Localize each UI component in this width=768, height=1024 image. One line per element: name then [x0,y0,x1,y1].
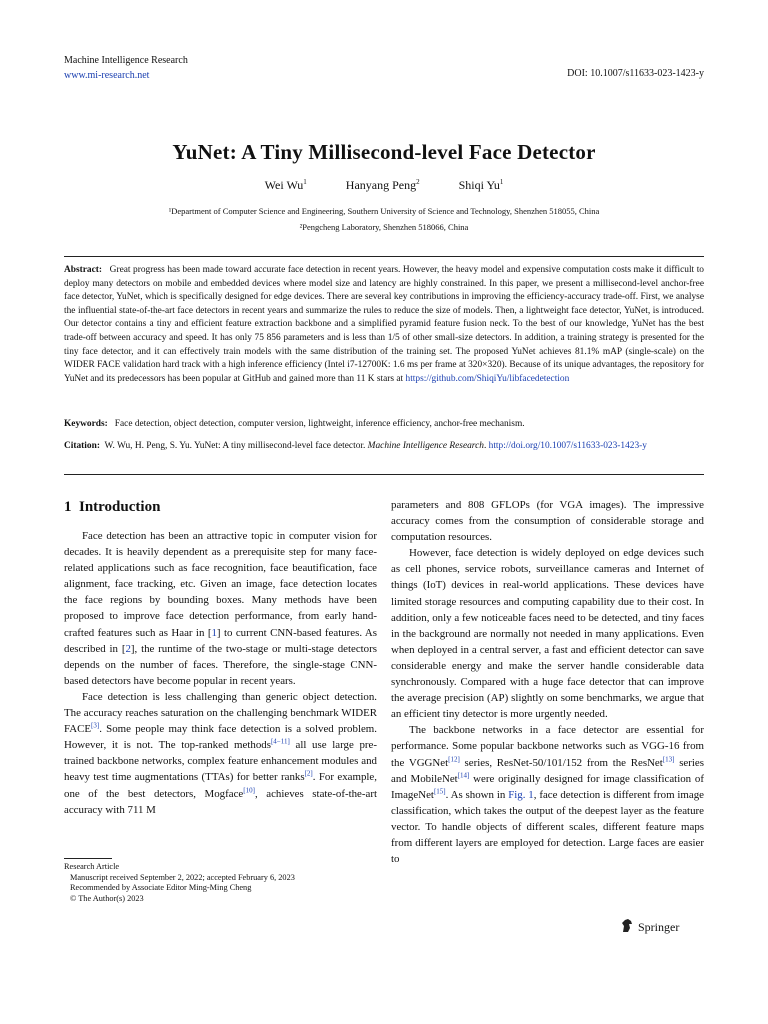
paragraph: parameters and 808 GFLOPs (for VGA images). The impressive accuracy comes from the consumption of considerable storage and computation resources. [391,499,704,544]
footnotes [64,858,377,904]
journal-url-link[interactable]: www.mi-research.net [64,70,150,81]
publisher-name: Springer [638,920,680,934]
editor-note: Recommended by Associate Editor Ming-Ming Cheng [70,883,252,893]
keywords [64,418,704,431]
author: Hanyang Peng$^2$ [345,178,420,192]
section-heading: 1 Introduction [64,499,161,515]
abstract-label: Abstract: [64,265,103,275]
keywords-text: Face detection, object detection, computer version, lightweight, inference efficiency, anchor-free mechanism. [114,419,525,429]
paragraph: The backbone networks in a face detector are essential for performance. Some popular backbone networks such as VGG-16 from the VGGNet[12] series, ResNet-50/101/152 from the ResNet[13] series and MobileNet[14] were originally designed for image classification of ImageNet[15]. As shown in Fig. 1, face detection is different from image classification, which takes the output of the deepest layer as the feature vector. To handle objects of different scales, different feature maps from different layers are employed for detection. Large faces are easier to [391,724,705,866]
article-type: Research Article [64,862,120,871]
paragraph: Face detection is less challenging than generic object detection. The accuracy reaches saturation on the challenging benchmark WIDER FACE[3]. Some people may think face detection is a solved problem. However, it is not. The top-ranked methods[4−11] all use large pre-trained backbone networks, complex feature enhancement modules and heavy test time augmentations (TTAs) for better ranks[2]. For example, one of the best detectors, Mogface[10], achieves state-of-the-art accuracy with 711 M [64,690,378,816]
divider [64,256,704,257]
paragraph: Face detection has been an attractive topic in computer vision for decades. It is heavily dependent as a prerequisite step for many face-related applications such as face recognition, face beautification, face alignment, face tracking, etc. Given an image, face detection locates the face regions by bounding boxes. Many methods have been proposed to improve face detection performance, from early hand-crafted features such as Haar in [1] to current CNN-based features. As described in [2], the runtime of the two-stage or multi-stage detectors depends on the number of faces. Therefore, the single-stage CNN-based detectors have become popular in recent years. [64,530,377,687]
author-list [0,178,768,193]
paper-title: YuNet: A Tiny Millisecond-level Face Detector [172,140,596,164]
body-column-right [391,497,704,867]
abstract-text: Great progress has been made toward accurate face detection in recent years. However, the heavy model and expensive computation costs make it difficult to deploy many detectors on mobile and embedded devices where model size and latency are highly constrained. In this paper, we present a millisecond-level anchor-free face detector, YuNet, which is specifically designed for edge devices. There are several key contributions in improving the efficiency-accuracy trade-off. First, we analyse the influential state-of-the-art face detectors in recent years and summarize the rules to reduce the size of models. Then, a lightweight face detector, YuNet, is introduced. Our detector contains a tiny and efficient feature extraction backbone and a simplified pyramid feature fusion neck. To the best of our knowledge, YuNet has the best trade-off between accuracy and speed. It has only 75 856 parameters and is less than 1/5 of other small-size detectors. In addition, a training strategy is presented for the tiny face detector, and it can effectively train models with the same distribution of the training set. The proposed YuNet achieves 81.1% mAP (single-scale) on the WIDER FACE validation hard track with a high inference efficiency (Intel i7-12700K: 1.6 ms per frame at 320×320). Because of its unique advantages, the repository for YuNet and its predecessors has been popular at GitHub and gained more than 11 K stars at [64,265,704,384]
keywords-label: Keywords: [64,419,108,429]
repository-link[interactable]: https://github.com/ShiqiYu/libfacedetection [405,373,570,384]
citation-journal: Machine Intelligence Research [367,441,484,451]
affiliation-2: ²Pengcheng Laboratory, Shenzhen 518066, China [299,222,469,232]
publisher-logo [620,918,679,937]
author: Shiqi Yu$^1$ [458,178,504,192]
author: Wei Wu$^1$ [264,178,307,192]
springer-horse-icon [620,918,634,937]
abstract [64,264,704,386]
running-header [64,53,188,83]
citation-label: Citation: [64,441,100,451]
divider [64,474,704,475]
body-column-left [64,496,377,818]
copyright: © The Author(s) 2023 [70,893,144,903]
citation: Citation: W. Wu, H. Peng, S. Yu. YuNet: A tiny millisecond-level face detector. Machine Intelligence Research. http://doi.org/10.1007/s11633-023-1423-y [64,441,647,451]
affiliation-1: ¹Department of Computer Science and Engineering, Southern University of Science and Technology, Shenzhen 518055, China [168,206,600,216]
citation-text: W. Wu, H. Peng, S. Yu. YuNet: A tiny millisecond-level face detector. [104,441,366,451]
manuscript-dates: Manuscript received September 2, 2022; accepted February 6, 2023 [70,872,295,882]
citation-doi-link[interactable]: http://doi.org/10.1007/s11633-023-1423-y [488,441,647,451]
journal-name: Machine Intelligence Research [64,55,188,66]
paragraph: However, face detection is widely deployed on edge devices such as cell phones, service robots, surveillance cameras and Internet of things (IoT) devices in real-world applications. These devices have limited storage resources and computing capability due to their cost. In addition, only a few noticeable faces need to be detected, and tiny faces in the background are normally not needed in many applications. Even when deployed in a central server, a fast and efficient detector can save considerable energy and make the server handle considerable data synchronously. Compared with a huge face detector that can improve the average precision (AP) slightly on some benchmarks, we argue that an efficient tiny detector is more urgently needed. [391,547,704,721]
doi-label: DOI: 10.1007/s11633-023-1423-y [567,68,704,79]
